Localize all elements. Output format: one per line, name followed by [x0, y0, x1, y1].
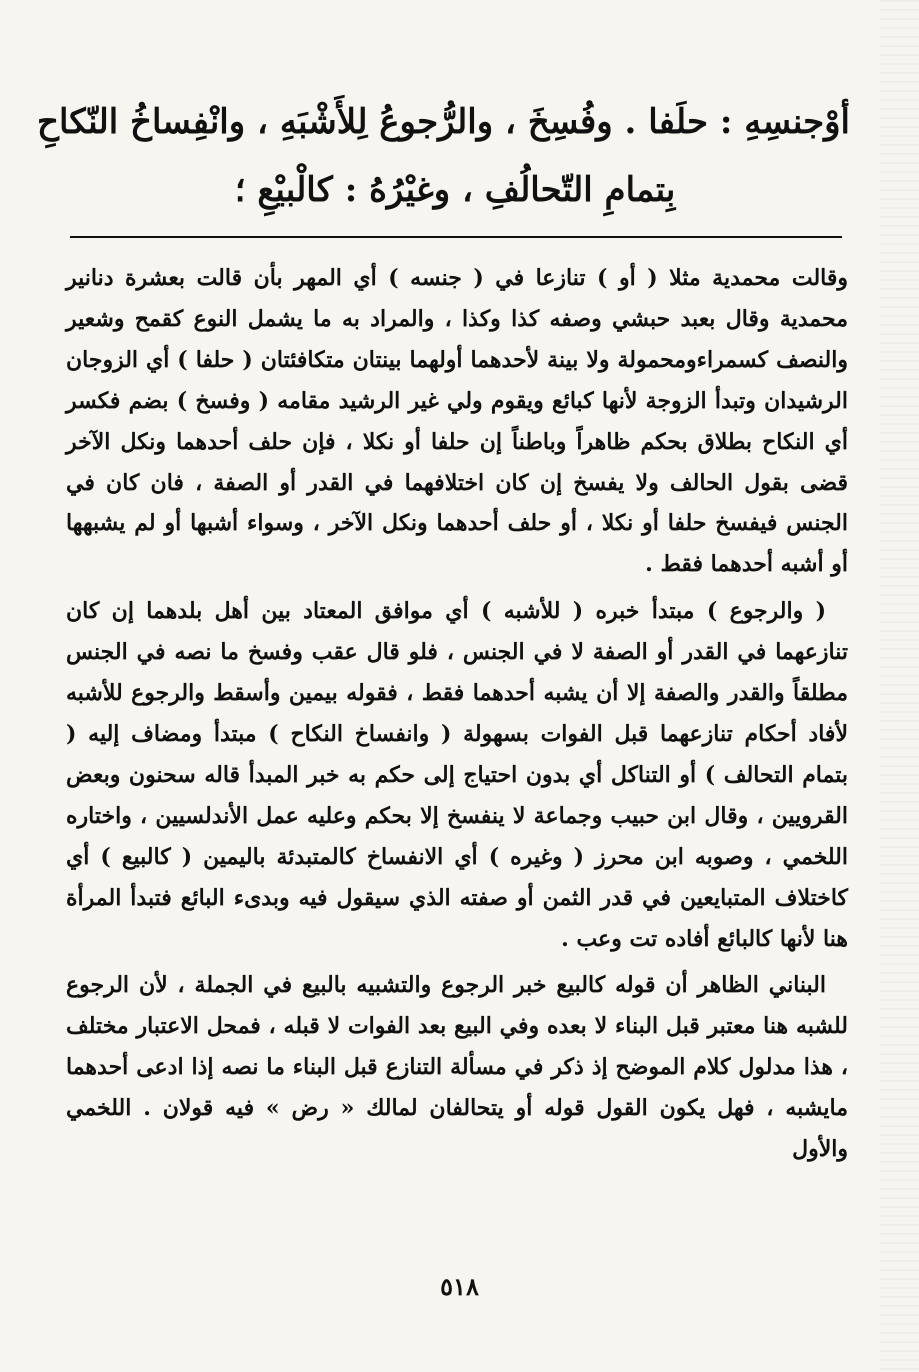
matn-header	[37, 88, 850, 224]
paragraph-1: وقالت محمدية مثلا ( أو ) تنازعا في ( جنسه ) أي المهر بأن قالت بعشرة دنانير محمدية وقال بعبد حبشي وصفه كذا وكذا ، والمراد به ما يشمل النوع كقمح وشعير والنصف كسمراءومحمولة ولا بينة لأحدهما أولهما بينتان متكافئتان ( حلفا ) أي الزوجان الرشيدان وتبدأ الزوجة لأنها كبائع ويقوم ولي غير الرشيد مقامه ( وفسخ ) بضم فكسر أي النكاح بطلاق بحكم ظاهراً وباطناً إن حلفا أو نكلا ، فإن حلف أحدهما ونكل الآخر قضى بقول الحالف ولا يفسخ إن كان اختلافهما في القدر أو الصفة ، فان كان في الجنس فيفسخ حلفا أو نكلا ، أو حلف أحدهما ونكل الآخر ، وسواء أشبها أو لم يشبهها أو أشبه أحدهما فقط .	[66, 265, 848, 578]
commentary-body	[66, 258, 848, 1170]
matn-line-1: أوْجنسِهِ : حلَفا . وفُسِخَ ، والرُّجوعُ لِلأَشْبَهِ ، وانْفِساخُ النّكاحِ	[37, 102, 850, 142]
page-edge-texture	[879, 0, 919, 1372]
matn-line-2: بِتمامِ التّحالُفِ ، وغيْرُهُ : كالْبيْعِ ؛	[234, 170, 676, 210]
header-divider	[70, 236, 842, 238]
paragraph-3: البناني الظاهر أن قوله كالبيع خبر الرجوع والتشبيه بالبيع في الجملة ، لأن الرجوع للشبه هنا معتبر قبل البناء لا بعده وفي البيع بعد الفوات لا قبله ، فمحل الاعتبار مختلف ، هذا مدلول كلام الموضح إذ ذكر في مسألة التنازع قبل البناء ما نصه إذا ادعى أحدهما مايشبه ، فهل يكون القول قوله أو يتحالفان لمالك « رض » فيه قولان . اللخمي والأول	[66, 972, 848, 1163]
paragraph-2: ( والرجوع ) مبتدأ خبره ( للأشبه ) أي موافق المعتاد بين أهل بلدهما إن كان تنازعهما في القدر أو الصفة لا في الجنس ، فلو قال عقب وفسخ ما نصه في الجنس مطلقاً والقدر والصفة إلا أن يشبه أحدهما فقط ، فقوله بيمين وأسقط والرجوع للأشبه لأفاد أحكام تنازعهما قبل الفوات بسهولة ( وانفساخ النكاح ) مبتدأ ومضاف إليه ( بتمام التحالف ) أو التناكل أي بدون احتياج إلى حكم به خبر المبدأ قاله سحنون وبعض القرويين ، وقال ابن حبيب وجماعة لا ينفسخ إلا بحكم وعليه عمل الأندلسيين ، واختاره اللخمي ، وصوبه ابن محرز ( وغيره ) أي الانفساخ كالمتبدئة باليمين ( كالبيع ) أي كاختلاف المتبايعين في قدر الثمن أو صفته الذي سيقول فيه وبدىء البائع فتبدأ المرأة هنا لأنها كالبائع أفاده تت وعب .	[66, 598, 848, 952]
page-number: ٥١٨	[440, 1272, 479, 1301]
